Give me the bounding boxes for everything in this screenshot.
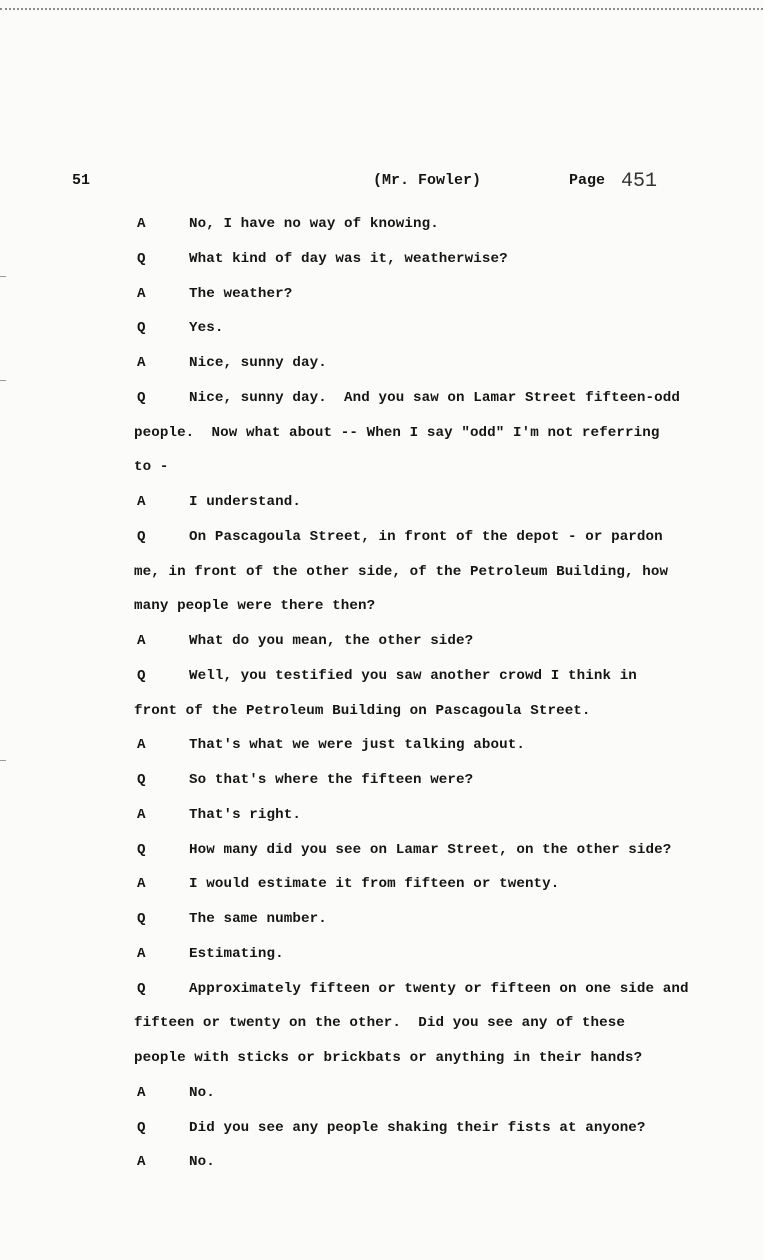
speaker-label: Q	[137, 389, 146, 406]
line-text: The weather?	[189, 285, 293, 302]
speaker-label: A	[137, 876, 146, 893]
speaker-label: Q	[137, 980, 146, 997]
witness-name: (Mr. Fowler)	[373, 172, 482, 189]
speaker-label: A	[137, 737, 146, 754]
continuation-text: people with sticks or brickbats or anything in their hands?	[134, 1050, 643, 1066]
speaker-label: Q	[137, 911, 146, 927]
line-text: No.	[189, 1154, 215, 1171]
continuation-text: fifteen or twenty on the other. Did you see any of these	[134, 1015, 625, 1032]
speaker-label: A	[137, 494, 146, 510]
speaker-label: A	[137, 355, 146, 371]
margin-tick	[0, 276, 6, 277]
line-text: On Pascagoula Street, in front of the depot - or pardon	[189, 528, 663, 545]
line-number: 51	[72, 172, 91, 189]
line-text: How many did you see on Lamar Street, on the other side?	[189, 841, 672, 858]
line-text: I understand.	[189, 494, 301, 510]
speaker-label: A	[137, 806, 146, 823]
continuation-text: front of the Petroleum Building on Pascagoula Street.	[134, 702, 591, 719]
top-perforation-border	[0, 0, 763, 10]
line-text: So that's where the fifteen were?	[189, 772, 474, 788]
line-text: No, I have no way of knowing.	[189, 216, 439, 232]
speaker-label: A	[137, 1154, 146, 1171]
line-text: What kind of day was it, weatherwise?	[189, 250, 508, 267]
line-text: That's right.	[189, 806, 301, 823]
speaker-label: Q	[137, 320, 146, 337]
speaker-label: Q	[137, 528, 146, 545]
line-text: Well, you testified you saw another crowd I think in	[189, 667, 637, 684]
speaker-label: Q	[137, 1119, 146, 1136]
line-text: Approximately fifteen or twenty or fifteen on one side and	[189, 980, 689, 997]
line-text: Estimating.	[189, 945, 284, 962]
page-header	[0, 168, 763, 198]
line-text: That's what we were just talking about.	[189, 737, 525, 754]
continuation-text: people. Now what about -- When I say "odd" I'm not referring	[134, 424, 660, 441]
margin-tick	[0, 380, 6, 381]
speaker-label: A	[137, 1084, 146, 1101]
speaker-label: A	[137, 945, 146, 962]
line-text: Nice, sunny day. And you saw on Lamar Street fifteen-odd	[189, 389, 680, 406]
line-text: The same number.	[189, 911, 327, 927]
line-text: What do you mean, the other side?	[189, 633, 474, 649]
continuation-text: me, in front of the other side, of the Petroleum Building, how	[134, 563, 669, 580]
speaker-label: Q	[137, 772, 146, 788]
line-text: Yes.	[189, 320, 224, 337]
line-text: No.	[189, 1084, 215, 1101]
speaker-label: A	[137, 633, 146, 649]
continuation-text: to -	[134, 459, 169, 476]
speaker-label: Q	[137, 250, 146, 267]
page-number: 451	[621, 170, 658, 193]
line-text: I would estimate it from fifteen or twenty.	[189, 876, 560, 893]
line-text: Did you see any people shaking their fists at anyone?	[189, 1119, 646, 1136]
continuation-text: many people were there then?	[134, 598, 376, 615]
speaker-label: Q	[137, 841, 146, 858]
speaker-label: A	[137, 216, 146, 232]
margin-tick	[0, 760, 6, 761]
speaker-label: Q	[137, 667, 146, 684]
speaker-label: A	[137, 285, 146, 302]
line-text: Nice, sunny day.	[189, 355, 327, 371]
page-label: Page	[569, 172, 606, 189]
